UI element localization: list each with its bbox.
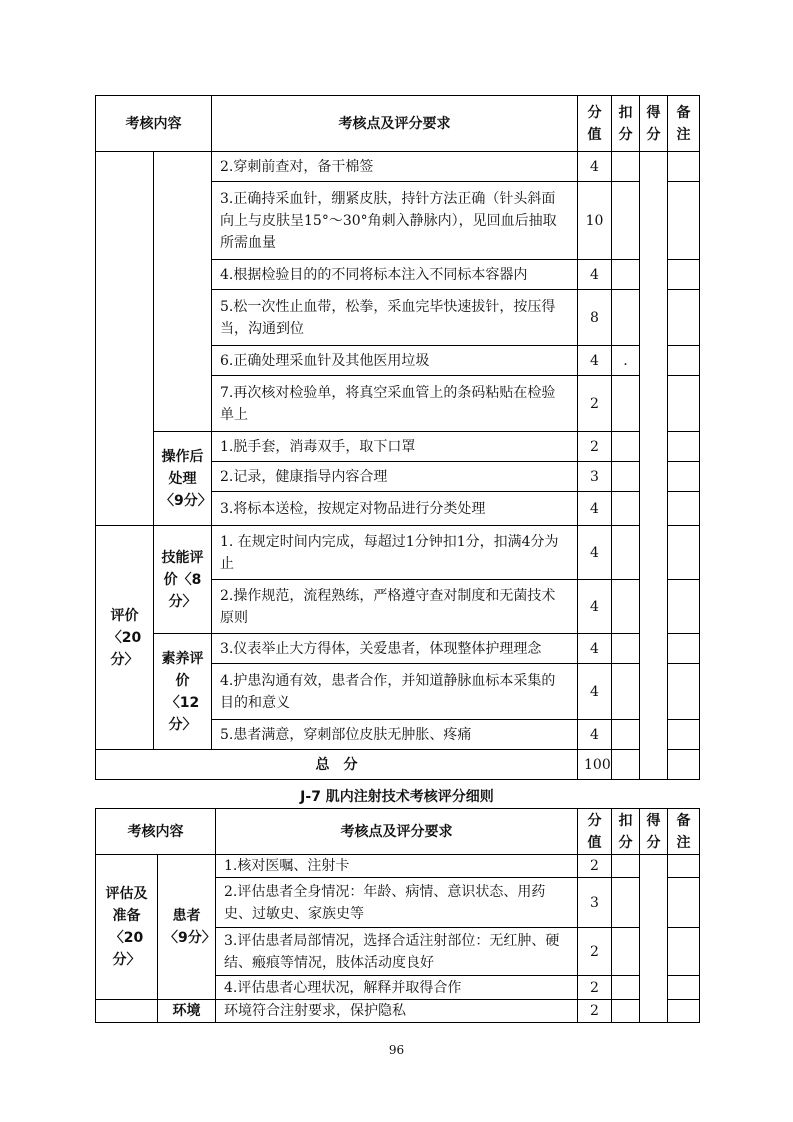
group-quality: 素养评价〈12分〉	[154, 634, 212, 750]
criterion-text: 3.将标本送检，按规定对物品进行分类处理	[212, 492, 578, 526]
criterion-score: 3	[578, 878, 612, 928]
deduct-cell[interactable]	[612, 580, 640, 634]
criterion-score: 8	[578, 290, 612, 346]
criterion-text: 5.患者满意，穿刺部位皮肤无肿胀、疼痛	[212, 720, 578, 750]
criterion-text: 4.评估患者心理状况，解释并取得合作	[216, 976, 578, 1000]
header-points: 考核点及评分要求	[212, 96, 578, 152]
criterion-score: 4	[578, 664, 612, 720]
criterion-text: 1. 在规定时间内完成，每超过1分钟扣1分，扣满4分为止	[212, 526, 578, 580]
group-skill: 技能评价〈8分〉	[154, 526, 212, 634]
deduct-cell[interactable]	[612, 976, 640, 1000]
deduct-cell[interactable]: .	[612, 346, 640, 376]
section-caption: J-7 肌内注射技术考核评分细则	[300, 789, 494, 805]
criterion-text: 3.仪表举止大方得体，关爱患者，体现整体护理理念	[212, 634, 578, 664]
criterion-score: 4	[578, 346, 612, 376]
criterion-score: 3	[578, 462, 612, 492]
deduct-cell[interactable]	[612, 664, 640, 720]
criterion-score: 2	[578, 1000, 612, 1023]
total-score: 100	[578, 750, 612, 780]
criterion-text: 1.核对医嘱、注射卡	[216, 855, 578, 878]
blank-category-cell	[96, 1000, 158, 1023]
deduct-cell[interactable]	[612, 432, 640, 462]
page-number: 96	[388, 1043, 405, 1057]
header-content: 考核内容	[96, 809, 216, 855]
note-cell[interactable]	[668, 855, 700, 878]
criterion-score: 4	[578, 492, 612, 526]
criterion-score: 2	[578, 976, 612, 1000]
header-got: 得分	[640, 809, 668, 855]
got-cell[interactable]	[640, 152, 668, 780]
criterion-score: 4	[578, 526, 612, 580]
note-cell[interactable]	[668, 634, 700, 664]
header-note: 备注	[668, 96, 700, 152]
header-got: 得分	[640, 96, 668, 152]
deduct-cell[interactable]	[612, 260, 640, 290]
note-cell[interactable]	[668, 432, 700, 462]
note-cell[interactable]	[668, 580, 700, 634]
deduct-cell[interactable]	[612, 290, 640, 346]
deduct-cell[interactable]	[612, 462, 640, 492]
deduct-cell[interactable]	[612, 750, 640, 780]
criterion-score: 4	[578, 720, 612, 750]
deduct-cell[interactable]	[612, 526, 640, 580]
header-points: 考核点及评分要求	[216, 809, 578, 855]
deduct-cell[interactable]	[612, 376, 640, 432]
deduct-cell[interactable]	[612, 928, 640, 976]
note-cell[interactable]	[668, 526, 700, 580]
note-cell[interactable]	[668, 1000, 700, 1023]
header-deduct: 扣分	[612, 809, 640, 855]
criterion-text: 环境符合注射要求，保护隐私	[216, 1000, 578, 1023]
note-cell[interactable]	[668, 182, 700, 260]
criterion-text: 3.正确持采血针，绷紧皮肤，持针方法正确（针头斜面向上与皮肤呈15°～30°角刺入静脉内），见回血后抽取所需血量	[212, 182, 578, 260]
note-cell[interactable]	[668, 928, 700, 976]
group-patient: 患者〈9分〉	[158, 855, 216, 1000]
note-cell[interactable]	[668, 260, 700, 290]
note-cell[interactable]	[668, 376, 700, 432]
criterion-text: 2.评估患者全身情况：年龄、病情、意识状态、用药史、过敏史、家族史等	[216, 878, 578, 928]
total-label: 总 分	[96, 750, 578, 780]
group-prep: 评估及准备〈20分〉	[96, 855, 158, 1000]
criterion-text: 3.评估患者局部情况，选择合适注射部位：无红肿、硬结、瘢痕等情况，肢体活动度良好	[216, 928, 578, 976]
note-cell[interactable]	[668, 290, 700, 346]
scoring-table-venous	[95, 95, 700, 780]
group-post-op: 操作后处理〈9分〉	[154, 432, 212, 526]
note-cell[interactable]	[668, 976, 700, 1000]
header-note: 备注	[668, 809, 700, 855]
deduct-cell[interactable]	[612, 182, 640, 260]
criterion-text: 7.再次核对检验单，将真空采血管上的条码粘贴在检验单上	[212, 376, 578, 432]
scoring-table-injection	[95, 808, 700, 1023]
criterion-text: 2.操作规范，流程熟练，严格遵守查对制度和无菌技术原则	[212, 580, 578, 634]
criterion-score: 2	[578, 432, 612, 462]
criterion-score: 4	[578, 634, 612, 664]
deduct-cell[interactable]	[612, 878, 640, 928]
got-cell[interactable]	[668, 750, 700, 780]
criterion-score: 2	[578, 376, 612, 432]
note-cell[interactable]	[668, 878, 700, 928]
criterion-text: 2.记录，健康指导内容合理	[212, 462, 578, 492]
criterion-score: 10	[578, 182, 612, 260]
criterion-text: 4.根据检验目的的不同将标本注入不同标本容器内	[212, 260, 578, 290]
note-cell[interactable]	[668, 492, 700, 526]
note-cell[interactable]	[668, 152, 700, 182]
deduct-cell[interactable]	[612, 492, 640, 526]
deduct-cell[interactable]	[612, 152, 640, 182]
criterion-text: 5.松一次性止血带，松拳，采血完毕快速拔针，按压得当，沟通到位	[212, 290, 578, 346]
header-content: 考核内容	[96, 96, 212, 152]
header-score: 分值	[578, 96, 612, 152]
deduct-cell[interactable]	[612, 634, 640, 664]
criterion-text: 2.穿刺前查对，备干棉签	[212, 152, 578, 182]
deduct-cell[interactable]	[612, 1000, 640, 1023]
note-cell[interactable]	[668, 462, 700, 492]
got-cell[interactable]	[640, 855, 668, 1023]
note-cell[interactable]	[668, 664, 700, 720]
deduct-cell[interactable]	[612, 855, 640, 878]
blank-subcategory-cell	[154, 152, 212, 432]
header-score: 分值	[578, 809, 612, 855]
criterion-text: 4.护患沟通有效，患者合作，并知道静脉血标本采集的目的和意义	[212, 664, 578, 720]
criterion-score: 2	[578, 928, 612, 976]
group-env: 环境	[158, 1000, 216, 1023]
criterion-score: 4	[578, 152, 612, 182]
blank-category-cell	[96, 152, 154, 526]
note-cell[interactable]	[668, 346, 700, 376]
group-eval: 评价〈20分〉	[96, 526, 154, 750]
note-cell[interactable]	[668, 720, 700, 750]
criterion-score: 4	[578, 260, 612, 290]
criterion-score: 2	[578, 855, 612, 878]
deduct-cell[interactable]	[612, 720, 640, 750]
criterion-score: 4	[578, 580, 612, 634]
header-deduct: 扣分	[612, 96, 640, 152]
criterion-text: 1.脱手套，消毒双手，取下口罩	[212, 432, 578, 462]
criterion-text: 6.正确处理采血针及其他医用垃圾	[212, 346, 578, 376]
